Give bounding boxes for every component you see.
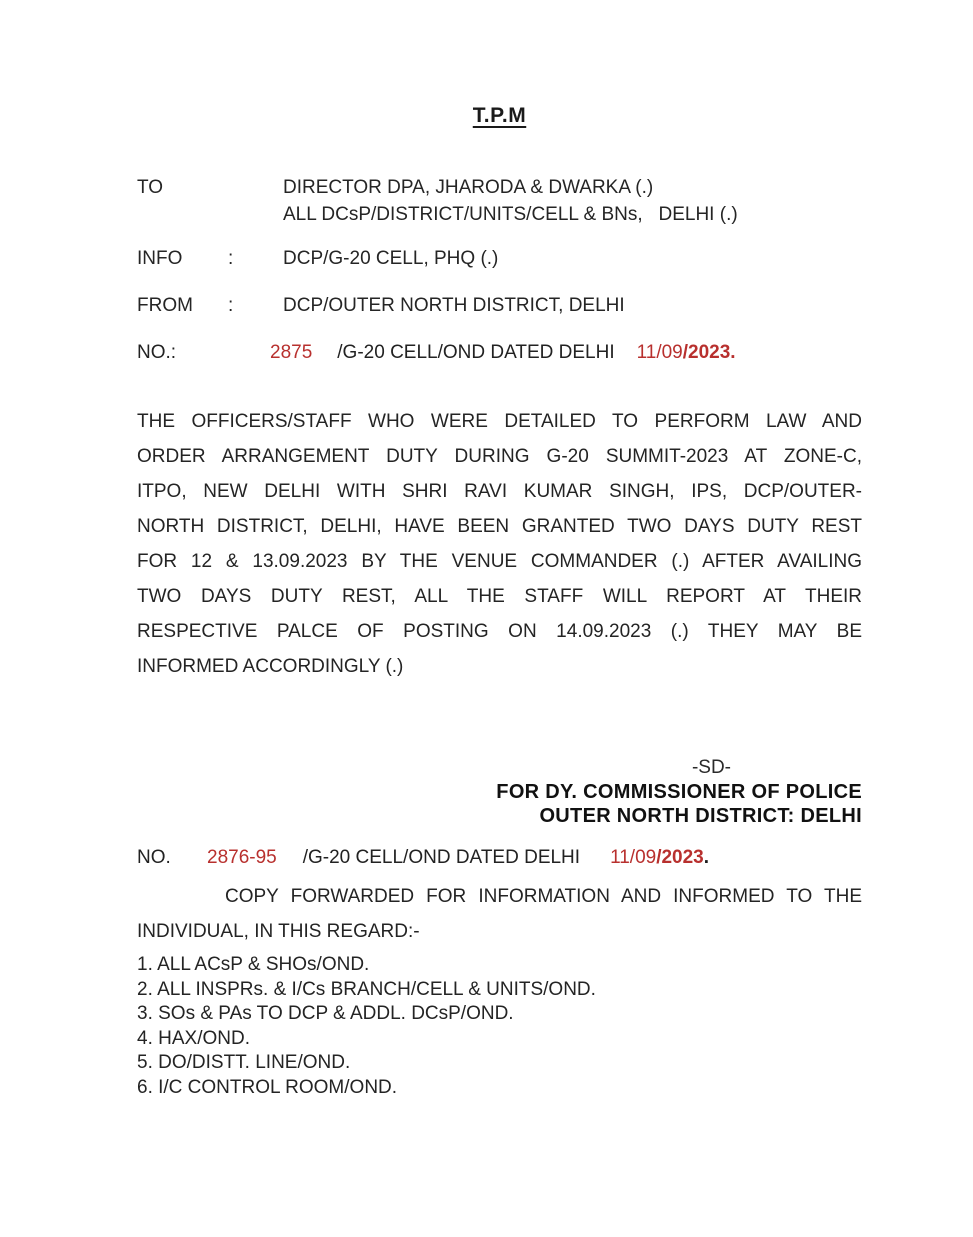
body-line: THE OFFICERS/STAFF WHO WERE DETAILED TO PERFORM LAW AND xyxy=(137,411,862,432)
list-item: 1. ALL ACsP & SHOs/OND. xyxy=(137,954,370,975)
signature-sd: -SD- xyxy=(691,757,731,778)
ref1-number: 2875 xyxy=(270,342,313,363)
body-line: INFORMED ACCORDINGLY (.) xyxy=(137,656,404,677)
to-line-2: ALL DCsP/DISTRICT/UNITS/CELL & BNs, DELHI (.) xyxy=(283,204,738,225)
ref2-middle: /G-20 CELL/OND DATED DELHI xyxy=(302,847,581,868)
page-title: T.P.M xyxy=(472,104,527,127)
body-line: RESPECTIVE PALCE OF POSTING ON 14.09.2023 (.) THEY MAY BE xyxy=(137,621,862,642)
title-wrap xyxy=(137,104,862,128)
to-value xyxy=(283,174,862,228)
list-item: 4. HAX/OND. xyxy=(137,1027,250,1049)
to-label: TO xyxy=(137,177,164,198)
list-item: 5. DO/DISTT. LINE/OND. xyxy=(137,1052,351,1073)
body-line: ITPO, NEW DELHI WITH SHRI RAVI KUMAR SINGH, IPS, DCP/OUTER- xyxy=(137,481,862,502)
ref2-terminal: . xyxy=(703,847,710,868)
ref2-date-bold: /2023 xyxy=(656,847,704,868)
signature-block xyxy=(137,756,862,828)
ref1-date-plain: 11/09 xyxy=(636,342,683,363)
info-row xyxy=(137,245,862,272)
to-row xyxy=(137,174,862,228)
from-row xyxy=(137,292,862,319)
body-line: NORTH DISTRICT, DELHI, HAVE BEEN GRANTED TWO DAYS DUTY REST xyxy=(137,516,862,537)
signature-district: OUTER NORTH DISTRICT: DELHI xyxy=(539,805,862,827)
ref1-label: NO.: xyxy=(137,342,177,363)
ref1-middle: /G-20 CELL/OND DATED DELHI xyxy=(337,342,615,363)
to-colon-placeholder xyxy=(228,174,283,228)
copy-forwarded-line-2: INDIVIDUAL, IN THIS REGARD:- xyxy=(137,921,420,942)
body-line: TWO DAYS DUTY REST, ALL THE STAFF WILL REPORT AT THEIR xyxy=(137,586,862,607)
info-label: INFO xyxy=(137,248,183,269)
ref1-terminal: . xyxy=(730,342,736,363)
body-paragraph xyxy=(137,404,862,684)
reference-line-2 xyxy=(137,844,862,871)
info-value: DCP/G-20 CELL, PHQ (.) xyxy=(283,248,499,269)
reference-line-1 xyxy=(137,339,862,366)
body-line: ORDER ARRANGEMENT DUTY DURING G-20 SUMMIT-2023 AT ZONE-C, xyxy=(137,446,862,467)
copy-forwarded-block xyxy=(137,879,862,949)
ref1-date xyxy=(637,342,736,363)
from-colon: : xyxy=(228,295,234,316)
list-item: 3. SOs & PAs TO DCP & ADDL. DCsP/OND. xyxy=(137,1003,514,1024)
distribution-list xyxy=(137,953,862,1100)
ref2-date-plain: 11/09 xyxy=(610,847,657,868)
body-line: FOR 12 & 13.09.2023 BY THE VENUE COMMANDER (.) AFTER AVAILING xyxy=(137,551,862,572)
list-item: 6. I/C CONTROL ROOM/OND. xyxy=(137,1076,398,1098)
ref2-date xyxy=(610,847,709,868)
ref1-date-bold: /2023 xyxy=(682,342,731,363)
from-label: FROM xyxy=(137,295,193,316)
info-colon: : xyxy=(228,248,234,269)
from-value: DCP/OUTER NORTH DISTRICT, DELHI xyxy=(283,295,625,316)
ref2-label: NO. xyxy=(137,847,171,868)
ref2-number: 2876-95 xyxy=(207,847,277,868)
signature-designation: FOR DY. COMMISSIONER OF POLICE xyxy=(496,781,862,803)
copy-forwarded-line-1: COPY FORWARDED FOR INFORMATION AND INFORMED TO THE xyxy=(225,886,862,907)
list-item: 2. ALL INSPRs. & I/Cs BRANCH/CELL & UNITS/OND. xyxy=(137,978,596,1000)
to-line-1: DIRECTOR DPA, JHARODA & DWARKA (.) xyxy=(283,177,654,198)
